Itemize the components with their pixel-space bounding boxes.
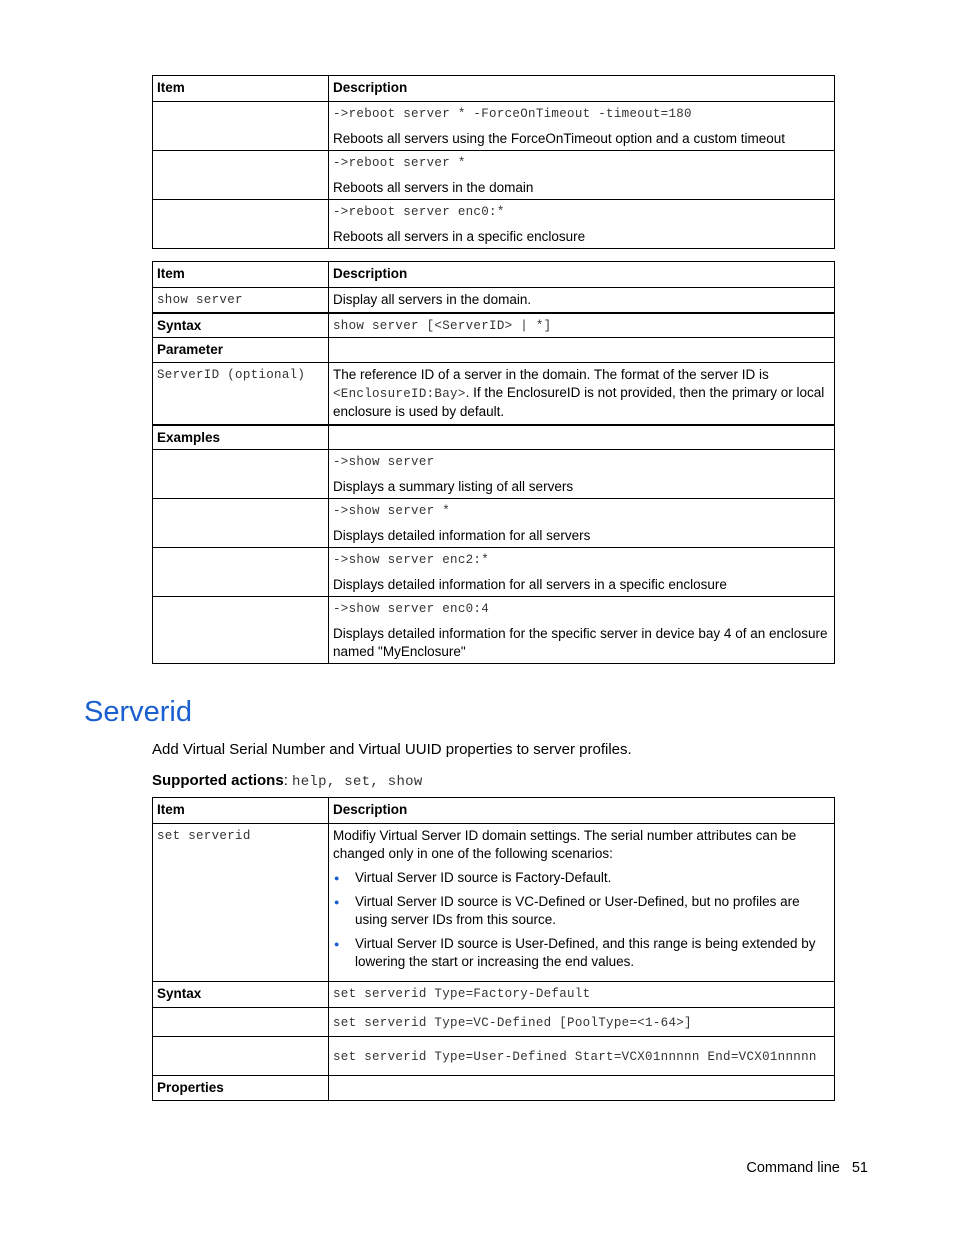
syntax-value: set serverid Type=User-Defined Start=VCX01nnnnn End=VCX01nnnnn xyxy=(329,1037,835,1076)
table-row xyxy=(153,1037,835,1076)
examples-label: Examples xyxy=(153,425,329,450)
table-row xyxy=(153,499,835,548)
header-description: Description xyxy=(329,798,835,824)
header-description: Description xyxy=(329,76,835,102)
properties-label: Properties xyxy=(153,1076,329,1101)
table-row xyxy=(153,425,835,450)
command-example: ->reboot server * xyxy=(333,156,466,170)
command-example: ->show server xyxy=(333,455,435,469)
parameter-label: Parameter xyxy=(153,338,329,363)
syntax-value: set serverid Type=VC-Defined [PoolType=<1-64>] xyxy=(329,1008,835,1037)
syntax-value: set serverid Type=Factory-Default xyxy=(329,982,835,1008)
command-description: Display all servers in the domain. xyxy=(329,288,835,313)
table-row xyxy=(153,313,835,338)
command-example: ->show server * xyxy=(333,504,451,518)
table-row xyxy=(153,200,835,249)
supported-actions: Supported actions: help, set, show xyxy=(152,772,423,790)
table-row xyxy=(153,548,835,597)
command-description: Displays detailed information for all servers xyxy=(333,528,591,543)
syntax-value: show server [<ServerID> | *] xyxy=(329,313,835,338)
table-row xyxy=(153,102,835,151)
command-description: Reboots all servers in the domain xyxy=(333,180,534,195)
table-row xyxy=(153,151,835,200)
reboot-examples-table xyxy=(152,75,835,249)
table-row xyxy=(153,363,835,425)
syntax-label: Syntax xyxy=(153,982,329,1008)
parameter-description: The reference ID of a server in the domain. The format of the server ID is <EnclosureID:Bay>. If the EnclosureID is not provided, then the primary or local enclosure is used by default. xyxy=(329,363,835,425)
command-description: Modifiy Virtual Server ID domain settings. The serial number attributes can be changed only in one of the following scenarios: xyxy=(333,828,797,861)
command-description: Displays detailed information for the specific server in device bay 4 of an enclosure named "MyEnclosure" xyxy=(333,626,828,659)
serverid-table xyxy=(152,797,835,1101)
table-row xyxy=(153,288,835,313)
command-description: Displays a summary listing of all servers xyxy=(333,479,574,494)
header-item: Item xyxy=(153,262,329,288)
command-name: show server xyxy=(153,288,329,313)
command-example: ->show server enc0:4 xyxy=(333,602,490,616)
command-example: ->reboot server * -ForceOnTimeout -timeout=180 xyxy=(333,107,692,121)
command-description: Reboots all servers using the ForceOnTimeout option and a custom timeout xyxy=(333,131,785,146)
parameter-name: ServerID (optional) xyxy=(153,363,329,425)
scenario-list xyxy=(333,869,830,971)
command-description: Displays detailed information for all servers in a specific enclosure xyxy=(333,577,727,592)
table-row xyxy=(153,1076,835,1101)
table-header-row xyxy=(153,798,835,824)
list-item: ● Virtual Server ID source is User-Defined, and this range is being extended by lowering the start or increasing the end values. xyxy=(355,935,830,971)
section-heading: Serverid xyxy=(84,696,192,728)
syntax-label: Syntax xyxy=(153,313,329,338)
supported-actions-label: Supported actions xyxy=(152,772,284,789)
header-item: Item xyxy=(153,798,329,824)
header-item: Item xyxy=(153,76,329,102)
command-example: ->show server enc2:* xyxy=(333,553,490,567)
header-description: Description xyxy=(329,262,835,288)
table-row xyxy=(153,450,835,499)
footer-section-title: Command line xyxy=(746,1160,840,1176)
section-intro: Add Virtual Serial Number and Virtual UUID properties to server profiles. xyxy=(152,741,632,758)
page-number: 51 xyxy=(851,1160,868,1176)
command-description: Reboots all servers in a specific enclosure xyxy=(333,229,586,244)
parameter-format-code: <EnclosureID:Bay> xyxy=(333,387,466,401)
list-item: ● Virtual Server ID source is Factory-Default. xyxy=(355,869,830,887)
table-row xyxy=(153,338,835,363)
show-server-table xyxy=(152,261,835,664)
table-row xyxy=(153,824,835,982)
supported-actions-value: help, set, show xyxy=(292,774,423,790)
table-row xyxy=(153,982,835,1008)
list-item: ● Virtual Server ID source is VC-Defined or User-Defined, but no profiles are using server IDs from this source. xyxy=(355,893,830,929)
table-header-row xyxy=(153,76,835,102)
table-row xyxy=(153,597,835,664)
table-header-row xyxy=(153,262,835,288)
command-example: ->reboot server enc0:* xyxy=(333,205,505,219)
table-row xyxy=(153,1008,835,1037)
page-footer xyxy=(746,1158,868,1178)
command-name: set serverid xyxy=(153,824,329,982)
